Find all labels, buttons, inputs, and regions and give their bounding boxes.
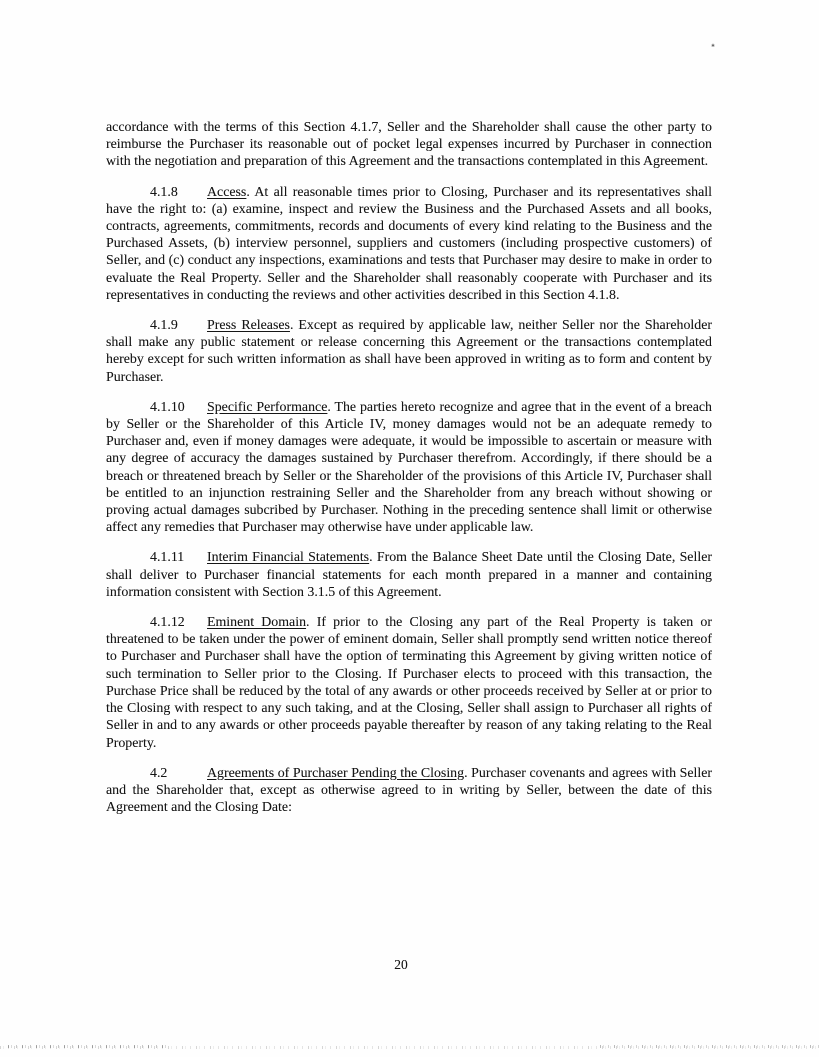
document-body [106,119,712,829]
scan-edge-artifact-line-left [8,1045,168,1048]
paragraph-continuation [106,119,712,171]
paragraph-4-1-12 [106,614,712,752]
paragraph-4-1-10 [106,399,712,537]
heading-period: . [289,318,294,334]
section-number: 4.1.12 [150,615,185,631]
section-heading: Agreements of Purchaser Pending the Closing [207,765,465,781]
section-heading: Eminent Domain [207,615,307,631]
paragraph-4-1-11 [106,549,712,601]
section-heading: Specific Performance [207,399,328,415]
paragraph-text: The parties hereto recognize and agree that in the event of a breach by Seller or the Shareholder of this Article IV, money damages would not be an adequate remedy to Purchaser and, even if money damages were adequate, it would be impossible to ascertain or measure with any degree of accuracy the damages sustained by Purchaser therefrom. Accordingly, if there should be a breach or threatened breach by Seller or the Shareholder of the provisions of this Article IV, Purchaser shall be entitled to an injunction restraining Seller and the Shareholder from any breach without showing or proving actual damages subcribed by Purchaser. Nothing in the preceding sentence shall limit or otherwise affect any remedies that Purchaser may otherwise have under applicable law. [106,399,712,536]
section-number: 4.1.8 [150,184,178,200]
section-number: 4.1.10 [150,399,185,415]
section-heading: Access [207,184,247,200]
paragraph-text: Purchaser covenants and agrees with Seller and the Shareholder that, except as otherwise agreed to in writing by Seller, between the date of this Agreement and the Closing Date: [106,765,712,816]
heading-period: . [246,184,250,200]
section-heading: Interim Financial Statements [207,550,370,566]
heading-period: . [369,550,373,566]
section-number: 4.1.9 [150,318,178,334]
page-number: 20 [394,957,408,972]
paragraph-4-1-9 [106,317,712,386]
heading-period: . [306,615,310,631]
scan-edge-artifact-line-right [600,1045,819,1048]
paragraph-text: accordance with the terms of this Section 4.1.7, Seller and the Shareholder shall cause the other party to reimburse the Purchaser its reasonable out of pocket legal expenses incurred by Purchaser in connection with the negotiation and preparation of this Agreement and the transactions contemplated in this Agreement. [106,120,712,170]
section-heading: Press Releases [207,318,290,334]
paragraph-text: From the Balance Sheet Date until the Closing Date, Seller shall deliver to Purchaser financial statements for each month prepared in a manner and containing information consistent with Section 3.1.5 of this Agreement. [106,550,712,600]
section-number: 4.2 [150,765,168,781]
heading-period: . [327,399,331,415]
paragraph-text: Except as required by applicable law, neither Seller nor the Shareholder shall make any public statement or release concerning this Agreement or the transactions contemplated hereby except for such written information as shall have been approved in writing as to form and content by Purchaser. [106,318,712,385]
section-number: 4.1.11 [150,550,185,566]
scan-speck-artifact [711,43,716,47]
paragraph-text: If prior to the Closing any part of the Real Property is taken or threatened to be taken under the power of eminent domain, Seller shall promptly send written notice thereof to Purchaser and Purchaser shall have the option of terminating this Agreement by giving written notice of such termination to Seller prior to the Closing. If Purchaser elects to proceed with this transaction, the Purchase Price shall be reduced by the total of any awards or other proceeds received by Seller at or prior to the Closing with respect to any such taking, and at the Closing, Seller shall assign to Purchaser all rights of Seller in and to any awards or other proceeds payable thereafter by reason of any taking relating to the Real Property. [106,615,712,751]
heading-period: . [464,765,468,781]
paragraph-text: At all reasonable times prior to Closing, Purchaser and its representatives shall have the right to: (a) examine, inspect and review the Business and the Purchased Assets and all books, contracts, agreements, commitments, records and documents of every kind relating to the Business and the Purchased Assets, (b) interview personnel, suppliers and customers (including prospective customers) of Seller, and (c) conduct any inspections, examinations and tests that Purchaser may desire to make in order to evaluate the Real Property. Seller and the Shareholder shall reasonably cooperate with Purchaser and its representatives in conducting the reviews and other activities described in this Section 4.1.8. [106,184,712,303]
paragraph-4-1-8 [106,184,712,304]
paragraph-4-2 [106,765,712,817]
